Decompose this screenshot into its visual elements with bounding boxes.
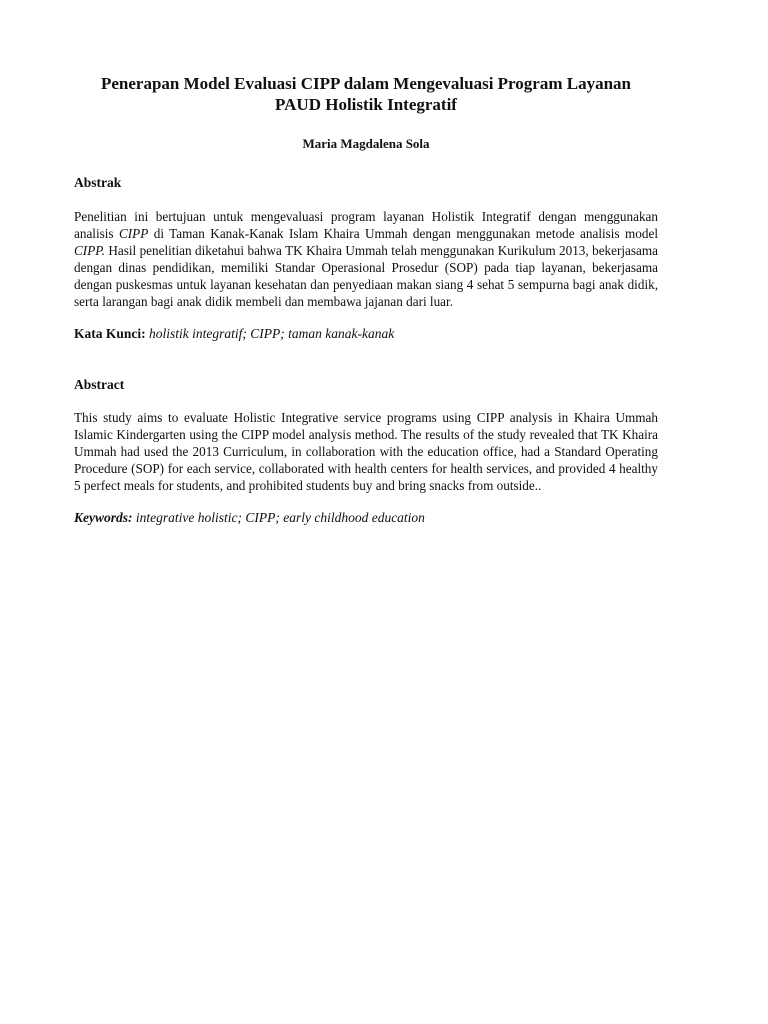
- author-name: Maria Magdalena Sola: [302, 136, 430, 151]
- abstract-keywords-text: integrative holistic; CIPP; early childhood education: [132, 510, 425, 525]
- paper-title-line-2: PAUD Holistik Integratif: [275, 95, 457, 114]
- abstrak-body-italic-1: CIPP: [118, 226, 149, 241]
- abstrak-body-italic-2: CIPP.: [74, 243, 105, 258]
- abstrak-body-text-2: di Taman Kanak-Kanak Islam Khaira Ummah dengan menggunakan metode analisis model: [148, 226, 658, 241]
- abstrak-body: [74, 208, 658, 310]
- abstrak-keywords-label: Kata Kunci:: [74, 326, 146, 341]
- abstrak-heading: Abstrak: [74, 175, 122, 190]
- abstrak-body-text-3: Hasil penelitian diketahui bahwa TK Khaira Ummah telah menggunakan Kurikulum 2013, bekerjasama dengan dinas pendidikan, memiliki Standar Operasional Prosedur (SOP) pada tiap layanan, bekerjasama dengan puskesmas untuk layanan kesehatan dan penyediaan makan siang 4 sehat 5 sempurna bagi anak didik, serta larangan bagi anak didik membeli dan membawa jajanan dari luar.: [74, 243, 658, 309]
- abstract-heading: Abstract: [74, 377, 125, 392]
- abstract-body: This study aims to evaluate Holistic Integrative service programs using CIPP analysis in Khaira Ummah Islamic Kindergarten using the CIPP model analysis method. The results of the study revealed that TK Khaira Ummah had used the 2013 Curriculum, in collaboration with the education office, had a Standard Operating Procedure (SOP) for each service, collaborated with health centers for health services, and provided 4 healthy 5 perfect meals for students, and prohibited students buy and bring snacks from outside..: [74, 410, 658, 493]
- abstract-keywords-label: Keywords:: [74, 510, 133, 525]
- abstrak-body-text-1: Penelitian ini bertujuan untuk mengevaluasi program layanan Holistik Integratif dengan menggunakan analisis: [74, 209, 658, 241]
- document-page: [74, 60, 658, 526]
- paper-title: [74, 73, 658, 115]
- abstrak-keywords: [74, 326, 658, 342]
- abstrak-keywords-text: holistik integratif; CIPP; taman kanak-kanak: [145, 326, 395, 341]
- abstract-keywords: [74, 510, 658, 526]
- paper-title-line-1: Penerapan Model Evaluasi CIPP dalam Mengevaluasi Program Layanan: [100, 74, 631, 93]
